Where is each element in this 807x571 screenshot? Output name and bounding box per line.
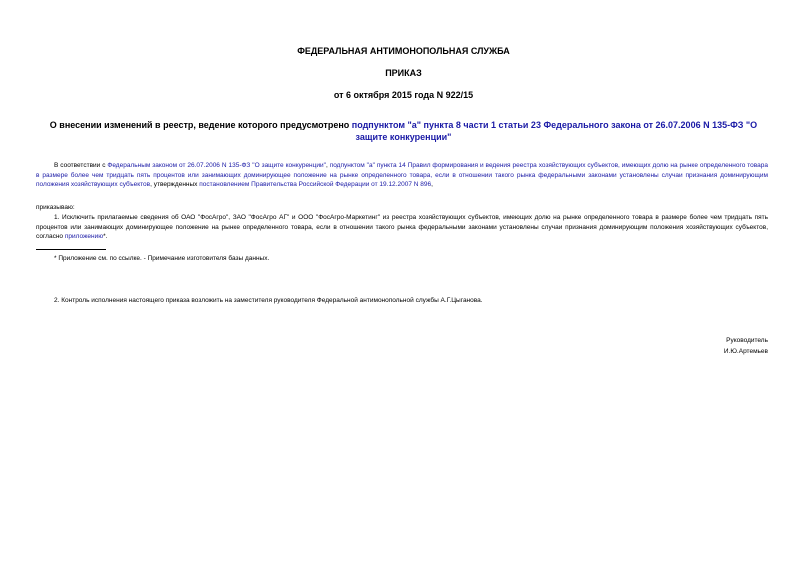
document-title	[36, 119, 771, 143]
title-law-link[interactable]: подпунктом "а" пункта 8 части 1 статьи 23 Федерального закона от 26.07.2006 N 135-ФЗ "О защите конкуренции"	[351, 120, 758, 142]
order-word: приказываю:	[36, 204, 75, 211]
item-2-paragraph: 2. Контроль исполнения настоящего приказа возложить на заместителя руководителя Федеральной антимонопольной службы А.Г.Цыганова.	[54, 297, 483, 304]
title-prefix: О внесении изменений в реестр, ведение которого предусмотрено	[49, 120, 352, 130]
item-1-text: 1. Исключить прилагаемые сведения об ОАО "ФосАгро", ЗАО "ФосАгро АГ" и ООО "ФосАгро-Маркетинг" из реестра хозяйствующих субъектов, имеющих долю на рынке определенного товара в размере более чем тридцать пять процентов или занимающих доминирующее положение на рынке определенного товара, если в отношении такого рынка федеральными законами установлены случаи признания доминирующим положения хозяйствующих субъектов, согласно	[36, 214, 768, 240]
document-type: ПРИКАЗ	[385, 68, 422, 78]
item-1-tail: *.	[103, 233, 108, 240]
organization-name: ФЕДЕРАЛЬНАЯ АНТИМОНОПОЛЬНАЯ СЛУЖБА	[297, 46, 510, 56]
signatory-position: Руководитель	[726, 337, 768, 344]
footnote: * Приложение см. по ссылке. - Примечание изготовителя базы данных.	[54, 255, 270, 262]
appendix-link[interactable]: приложению	[64, 233, 104, 240]
intro-text-4: ,	[431, 181, 433, 188]
intro-text-3: , утвержденных	[150, 181, 200, 188]
government-decree-link[interactable]: постановлением Правительства Российской Федерации от 19.12.2007 N 896	[199, 181, 432, 188]
footnote-divider	[36, 249, 106, 250]
intro-text-1: В соответствии с	[54, 162, 108, 169]
document-date-number: от 6 октября 2015 года N 922/15	[333, 90, 474, 100]
federal-law-link[interactable]: Федеральным законом от 26.07.2006 N 135-ФЗ "О защите конкуренции"	[107, 162, 326, 169]
intro-text-2: ,	[325, 162, 330, 169]
intro-paragraph	[36, 161, 768, 190]
signatory-name: И.Ю.Артемьев	[723, 348, 768, 355]
rules-link[interactable]: подпунктом "а" пункта 14 Правил формирования и ведения реестра хозяйствующих субъектов, имеющих долю на рынке определенного товара в размере более чем тридцать пять процентов или занимающих доминирующее положение на рынке определенного товара, если в отношении такого рынка федеральными законами установлены случаи признания доминирующим положения хозяйствующих субъектов	[36, 162, 768, 188]
item-1-paragraph	[36, 213, 768, 242]
